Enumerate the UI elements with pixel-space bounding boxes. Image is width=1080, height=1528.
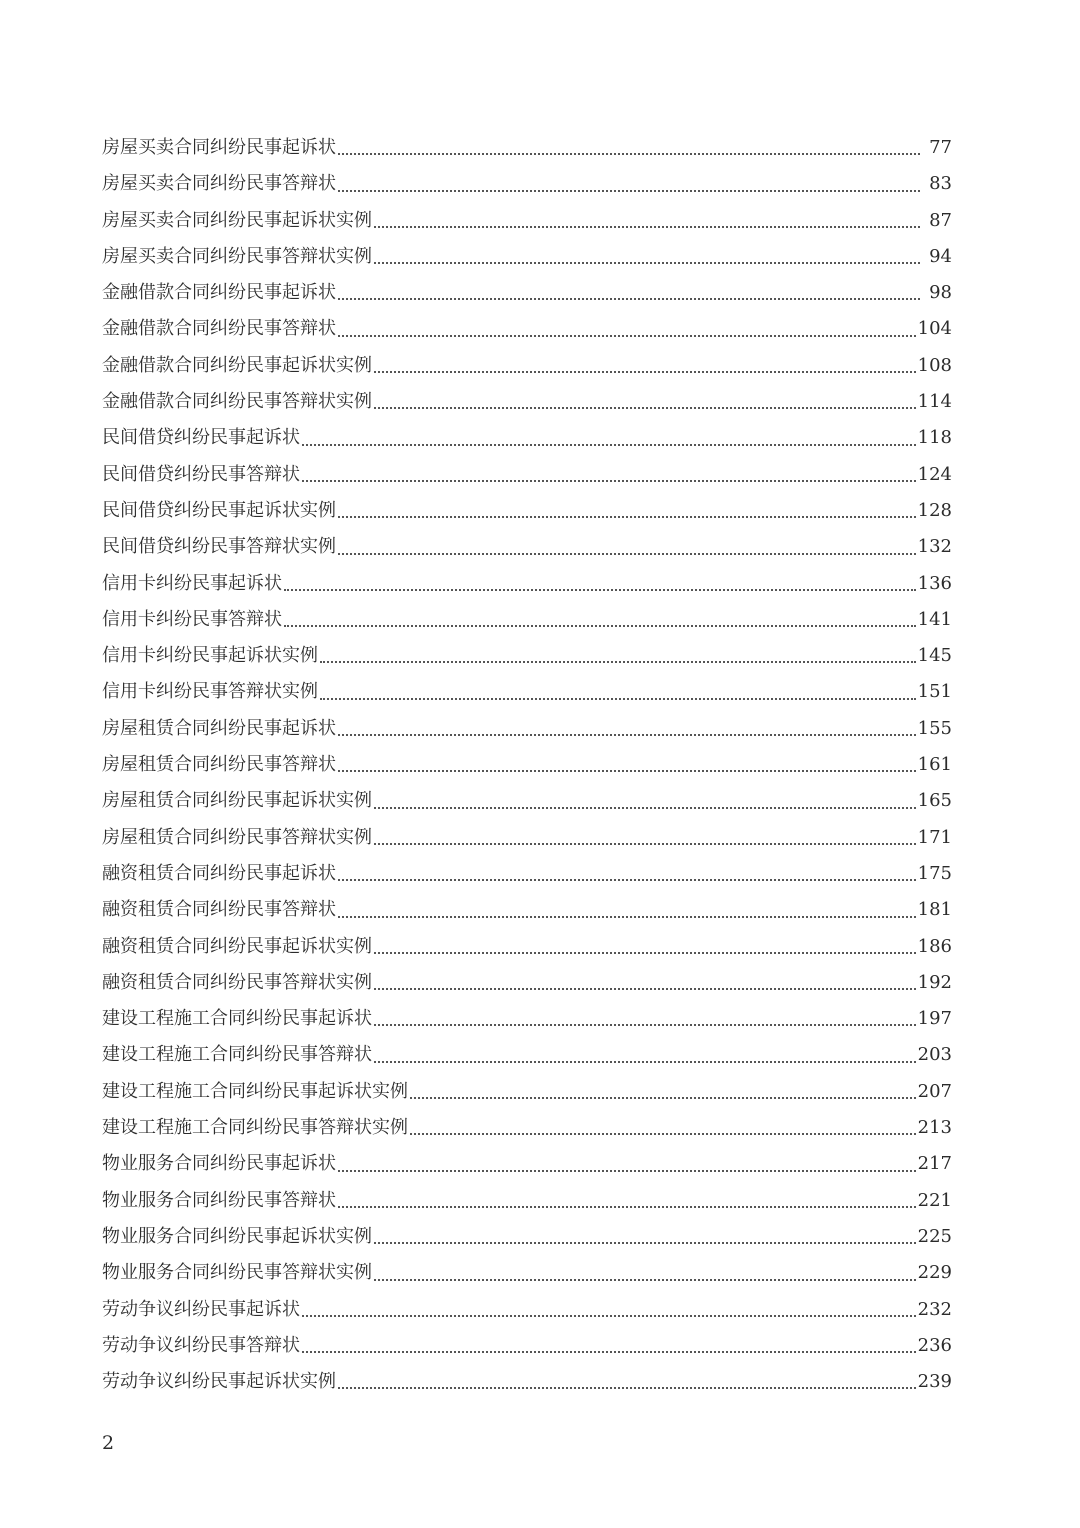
toc-entry-page: 239 <box>917 1371 952 1393</box>
toc-entry-page: 145 <box>917 645 952 667</box>
toc-entry-page: 232 <box>917 1298 952 1320</box>
toc-entry[interactable] <box>102 203 952 239</box>
toc-entry-title: 物业服务合同纠纷民事答辩状实例 <box>102 1262 372 1284</box>
toc-dot-leader <box>338 335 916 337</box>
toc-entry[interactable] <box>102 711 952 747</box>
toc-entry[interactable] <box>102 384 952 420</box>
toc-entry-page: 197 <box>917 1008 952 1030</box>
toc-entry-title: 建设工程施工合同纠纷民事起诉状实例 <box>102 1080 408 1102</box>
toc-entry-title: 房屋买卖合同纠纷民事答辩状 <box>102 173 336 195</box>
toc-entry-title: 融资租赁合同纠纷民事起诉状 <box>102 862 336 884</box>
toc-entry[interactable] <box>102 1110 952 1146</box>
toc-entry[interactable] <box>102 311 952 347</box>
toc-dot-leader <box>338 516 916 518</box>
toc-entry[interactable] <box>102 1292 952 1328</box>
toc-dot-leader <box>410 1097 916 1099</box>
toc-dot-leader <box>374 1024 916 1026</box>
toc-entry[interactable] <box>102 1255 952 1291</box>
toc-dot-leader <box>338 734 916 736</box>
toc-entry[interactable] <box>102 1074 952 1110</box>
toc-dot-leader <box>338 553 916 555</box>
toc-entry-title: 民间借贷纠纷民事起诉状实例 <box>102 499 336 521</box>
toc-entry-page: 217 <box>917 1153 952 1175</box>
toc-entry-title: 融资租赁合同纠纷民事起诉状实例 <box>102 935 372 957</box>
page-number: 2 <box>102 1432 115 1454</box>
toc-entry-title: 建设工程施工合同纠纷民事答辩状实例 <box>102 1117 408 1139</box>
toc-entry-title: 信用卡纠纷民事起诉状实例 <box>102 645 318 667</box>
toc-entry[interactable] <box>102 1183 952 1219</box>
toc-entry-title: 信用卡纠纷民事起诉状 <box>102 572 282 594</box>
toc-entry-title: 物业服务合同纠纷民事起诉状实例 <box>102 1225 372 1247</box>
toc-entry[interactable] <box>102 566 952 602</box>
toc-entry[interactable] <box>102 674 952 710</box>
toc-entry-page: 118 <box>917 427 952 449</box>
toc-entry[interactable] <box>102 348 952 384</box>
toc-dot-leader <box>374 952 916 954</box>
toc-dot-leader <box>338 1170 916 1172</box>
toc-entry-title: 信用卡纠纷民事答辩状 <box>102 608 282 630</box>
toc-entry-page: 104 <box>917 318 952 340</box>
toc-entry-title: 建设工程施工合同纠纷民事起诉状 <box>102 1008 372 1030</box>
toc-entry-title: 物业服务合同纠纷民事答辩状 <box>102 1189 336 1211</box>
toc-entry-page: 236 <box>917 1334 952 1356</box>
toc-entry-title: 房屋买卖合同纠纷民事答辩状实例 <box>102 245 372 267</box>
toc-entry[interactable] <box>102 1001 952 1037</box>
toc-entry[interactable] <box>102 1037 952 1073</box>
toc-entry-page: 132 <box>917 536 952 558</box>
toc-dot-leader <box>374 1061 916 1063</box>
toc-entry[interactable] <box>102 420 952 456</box>
toc-entry-page: 128 <box>917 499 952 521</box>
toc-entry-title: 融资租赁合同纠纷民事答辩状 <box>102 899 336 921</box>
toc-entry-page: 186 <box>917 935 952 957</box>
toc-dot-leader <box>374 1242 916 1244</box>
toc-dot-leader <box>302 444 916 446</box>
toc-entry-title: 房屋买卖合同纠纷民事起诉状实例 <box>102 209 372 231</box>
toc-dot-leader <box>338 1206 916 1208</box>
toc-entry[interactable] <box>102 1364 952 1400</box>
toc-entry[interactable] <box>102 529 952 565</box>
toc-dot-leader <box>338 190 920 192</box>
toc-entry-page: 207 <box>917 1080 952 1102</box>
toc-entry-title: 建设工程施工合同纠纷民事答辩状 <box>102 1044 372 1066</box>
toc-entry-title: 金融借款合同纠纷民事答辩状实例 <box>102 391 372 413</box>
toc-dot-leader <box>374 371 916 373</box>
toc-entry-page: 98 <box>929 282 952 304</box>
toc-entry-title: 金融借款合同纠纷民事起诉状实例 <box>102 354 372 376</box>
toc-entry-title: 房屋租赁合同纠纷民事答辩状实例 <box>102 826 372 848</box>
toc-dot-leader <box>320 661 916 663</box>
toc-dot-leader <box>374 226 920 228</box>
toc-entry-page: 229 <box>917 1262 952 1284</box>
toc-entry-page: 124 <box>917 463 952 485</box>
toc-entry[interactable] <box>102 239 952 275</box>
toc-entry-page: 171 <box>917 826 952 848</box>
toc-entry-page: 94 <box>929 245 952 267</box>
toc-entry-page: 213 <box>917 1117 952 1139</box>
toc-entry[interactable] <box>102 965 952 1001</box>
toc-entry-page: 203 <box>917 1044 952 1066</box>
toc-entry[interactable] <box>102 1219 952 1255</box>
toc-entry-title: 房屋买卖合同纠纷民事起诉状 <box>102 137 336 158</box>
toc-entry-title: 房屋租赁合同纠纷民事起诉状 <box>102 717 336 739</box>
toc-entry-page: 108 <box>917 354 952 376</box>
toc-dot-leader <box>302 1351 916 1353</box>
toc-dot-leader <box>374 1279 916 1281</box>
toc-entry[interactable] <box>102 457 952 493</box>
toc-entry-title: 民间借贷纠纷民事答辩状实例 <box>102 536 336 558</box>
toc-entry[interactable] <box>102 493 952 529</box>
toc-dot-leader <box>320 698 916 700</box>
toc-entry-page: 77 <box>929 137 952 158</box>
toc-entry-page: 165 <box>917 790 952 812</box>
toc-dot-leader <box>284 625 916 627</box>
toc-dot-leader <box>302 480 916 482</box>
toc-entry-title: 金融借款合同纠纷民事答辩状 <box>102 318 336 340</box>
toc-entry[interactable] <box>102 130 952 166</box>
toc-entry[interactable] <box>102 602 952 638</box>
toc-entry-page: 155 <box>917 717 952 739</box>
toc-entry-page: 225 <box>917 1225 952 1247</box>
toc-entry[interactable] <box>102 820 952 856</box>
toc-dot-leader <box>374 407 916 409</box>
toc-entry-page: 161 <box>917 754 952 776</box>
toc-entry-page: 136 <box>917 572 952 594</box>
toc-entry-page: 221 <box>917 1189 952 1211</box>
toc-entry-title: 房屋租赁合同纠纷民事答辩状 <box>102 754 336 776</box>
toc-dot-leader <box>338 879 916 881</box>
toc-dot-leader <box>374 262 920 264</box>
toc-dot-leader <box>338 916 916 918</box>
table-of-contents <box>102 130 952 1400</box>
toc-entry-page: 181 <box>917 899 952 921</box>
toc-dot-leader <box>302 1315 916 1317</box>
toc-dot-leader <box>338 298 920 300</box>
toc-entry[interactable] <box>102 275 952 311</box>
toc-dot-leader <box>374 988 916 990</box>
toc-entry-title: 物业服务合同纠纷民事起诉状 <box>102 1153 336 1175</box>
toc-entry[interactable] <box>102 166 952 202</box>
toc-entry[interactable] <box>102 856 952 892</box>
toc-entry-title: 民间借贷纠纷民事起诉状 <box>102 427 300 449</box>
toc-entry-page: 141 <box>917 608 952 630</box>
toc-entry[interactable] <box>102 1328 952 1364</box>
toc-dot-leader <box>338 770 916 772</box>
toc-entry[interactable] <box>102 747 952 783</box>
toc-entry-title: 信用卡纠纷民事答辩状实例 <box>102 681 318 703</box>
toc-entry[interactable] <box>102 929 952 965</box>
toc-entry-title: 金融借款合同纠纷民事起诉状 <box>102 282 336 304</box>
toc-entry-title: 融资租赁合同纠纷民事答辩状实例 <box>102 971 372 993</box>
toc-dot-leader <box>410 1133 916 1135</box>
toc-entry[interactable] <box>102 1146 952 1182</box>
toc-entry[interactable] <box>102 783 952 819</box>
toc-entry-title: 劳动争议纠纷民事答辩状 <box>102 1334 300 1356</box>
toc-entry-page: 87 <box>929 209 952 231</box>
toc-dot-leader <box>338 1387 916 1389</box>
toc-dot-leader <box>284 589 916 591</box>
toc-entry[interactable] <box>102 638 952 674</box>
toc-entry-title: 民间借贷纠纷民事答辩状 <box>102 463 300 485</box>
toc-dot-leader <box>374 807 916 809</box>
toc-entry-page: 151 <box>917 681 952 703</box>
toc-entry-title: 房屋租赁合同纠纷民事起诉状实例 <box>102 790 372 812</box>
toc-entry-page: 192 <box>917 971 952 993</box>
toc-dot-leader <box>374 843 916 845</box>
toc-dot-leader <box>338 153 920 155</box>
toc-entry-page: 114 <box>917 391 952 413</box>
toc-entry-page: 175 <box>917 862 952 884</box>
toc-entry-page: 83 <box>929 173 952 195</box>
toc-entry[interactable] <box>102 892 952 928</box>
toc-entry-title: 劳动争议纠纷民事起诉状 <box>102 1298 300 1320</box>
toc-entry-title: 劳动争议纠纷民事起诉状实例 <box>102 1371 336 1393</box>
